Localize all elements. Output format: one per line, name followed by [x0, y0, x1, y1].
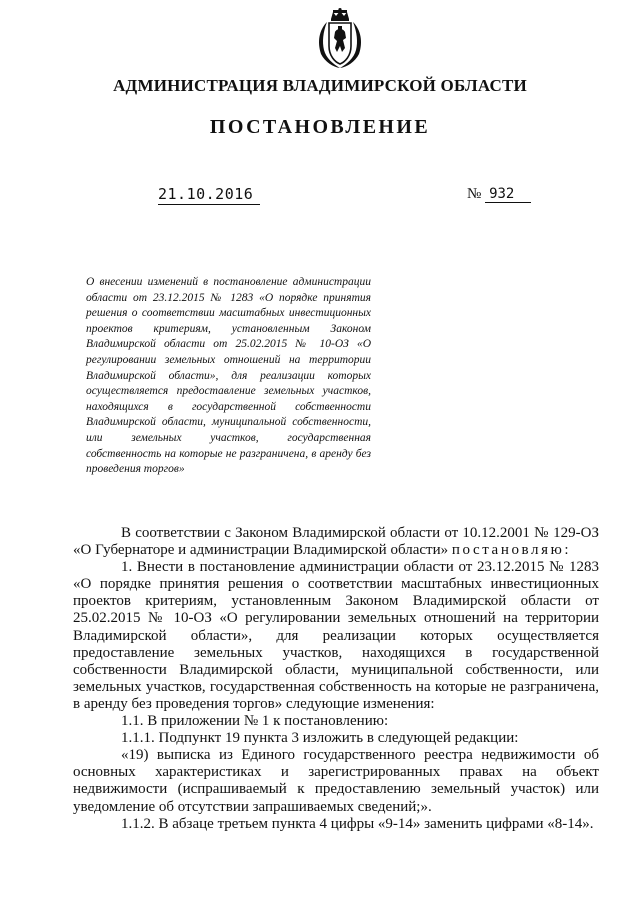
paragraph-subitem-19: «19) выписка из Единого государственного реестра недвижимости об основных характеристиках и зарегистрированных правах на объект недвижимости (испрашиваемый к предоставлению земельный участок) или уведомление об отсутствии запрашиваемых сведений;».	[73, 747, 599, 815]
preamble-text: В соответствии с Законом Владимирской области от 10.12.2001 № 129-ОЗ «О Губернаторе и администрации Владимирской области»	[73, 525, 599, 559]
paragraph-1-1-2: 1.1.2. В абзаце третьем пункта 4 цифры «9-14» заменить цифрами «8-14».	[121, 815, 594, 832]
paragraph-1-1-1: 1.1.1. Подпункт 19 пункта 3 изложить в следующей редакции:	[121, 730, 519, 747]
document-date: 21.10.2016	[158, 185, 260, 205]
decree-word: постановляю:	[451, 542, 572, 559]
document-subject: О внесении изменений в постановление администрации области от 23.12.2015 № 1283 «О порядке принятия решения о соответствии масштабных инвестиционных проектов критериям, установленным Законом Владимирской области от 25.02.2015 № 10-ОЗ «О регулировании земельных отношений на территории Владимирской области», для реализации которых осуществляется предоставление земельных участков, находящихся в государственной собственности Владимирской области, муниципальной собственности, или земельных участков, государственная собственность на которые не разграничена, в аренду без проведения торгов»	[86, 276, 371, 476]
coat-of-arms-icon	[313, 8, 367, 70]
organization-title: АДМИНИСТРАЦИЯ ВЛАДИМИРСКОЙ ОБЛАСТИ	[113, 76, 527, 95]
number-prefix: №	[467, 186, 482, 202]
document-body	[73, 525, 599, 833]
document-type: ПОСТАНОВЛЕНИЕ	[209, 116, 431, 138]
paragraph-1: 1. Внести в постановление администрации области от 23.12.2015 № 1283 «О порядке принятия решения о соответствии масштабных инвестиционных проектов критериям, установленным Законом Владимирской области от 25.02.2015 № 10-ОЗ «О регулировании земельных отношений на территории Владимирской области», для реализации которых осуществляется предоставление земельных участков, находящихся в государственной собственности Владимирской области, муниципальной собственности, или земельных участков, государственная собственность на которые не разграничена, в аренду без проведения торгов» следующие изменения:	[73, 559, 599, 712]
number-value: 932	[485, 186, 531, 203]
preamble	[73, 525, 599, 559]
document-number	[467, 186, 531, 203]
paragraph-1-1: 1.1. В приложении № 1 к постановлению:	[121, 713, 389, 730]
